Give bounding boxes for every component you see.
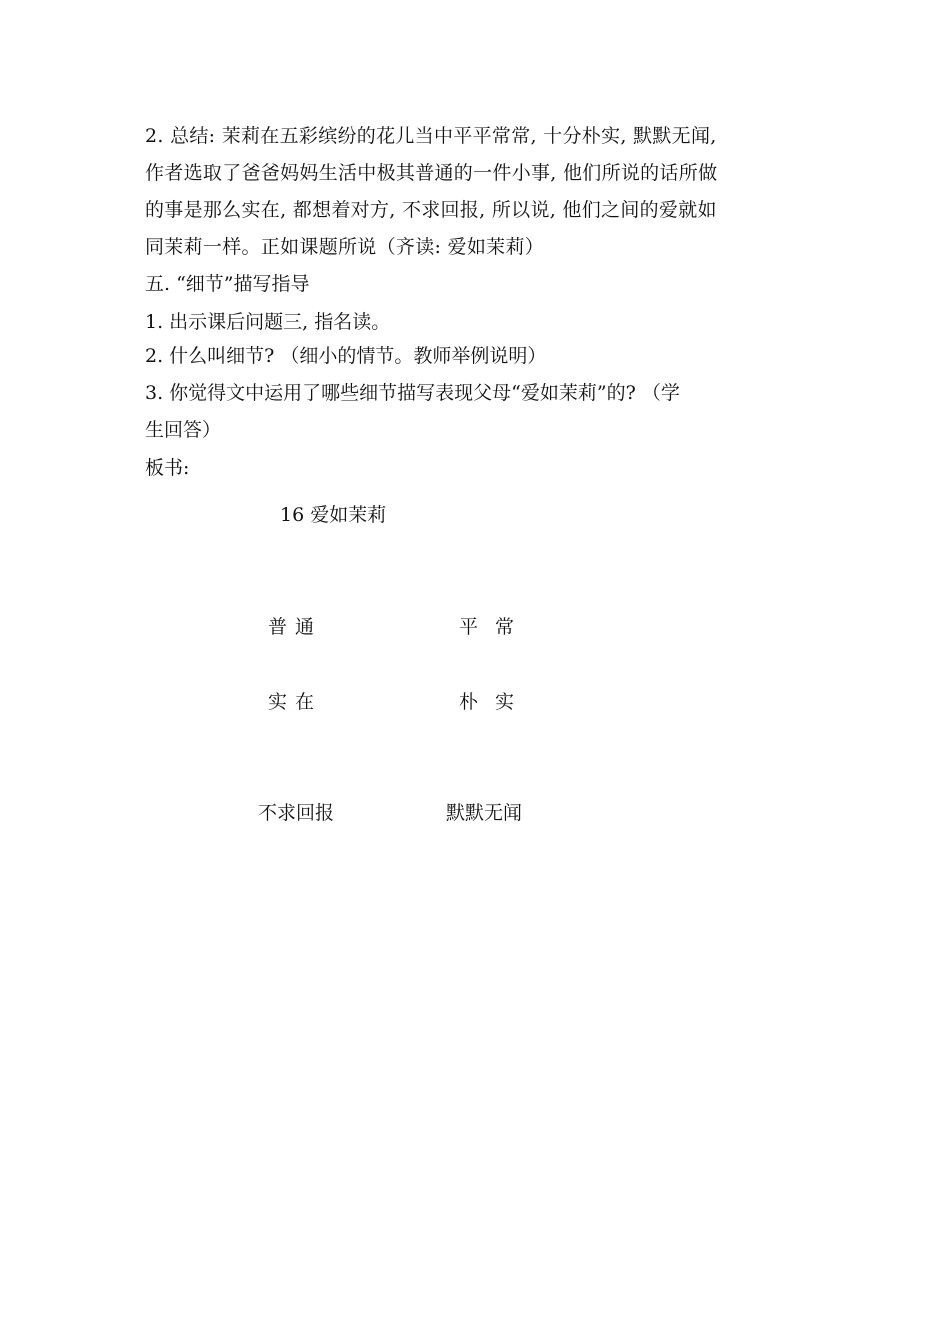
summary-line-4: 同茉莉一样。正如课题所说（齐读: 爱如茉莉） <box>145 236 545 258</box>
board-left-word-2: 实在 <box>268 691 323 713</box>
section-5-item-3-line-2: 生回答） <box>145 419 222 441</box>
board-left-word-1: 普通 <box>268 616 323 638</box>
board-right-word-3: 默默无闻 <box>446 802 523 824</box>
summary-line-3: 的事是那么实在, 都想着对方, 不求回报, 所以说, 他们之间的爱就如 <box>145 199 717 221</box>
section-5-heading: 五. “细节”描写指导 <box>145 273 310 295</box>
section-5-item-1: 1. 出示课后问题三, 指名读。 <box>145 311 391 333</box>
board-right-word-2: 朴实 <box>459 691 532 713</box>
section-5-item-2: 2. 什么叫细节? （细小的情节。教师举例说明） <box>145 345 547 367</box>
summary-line-2: 作者选取了爸爸妈妈生活中极其普通的一件小事, 他们所说的话所做 <box>145 162 718 184</box>
section-5-item-3-line-1: 3. 你觉得文中运用了哪些细节描写表现父母“爱如茉莉”的? （学 <box>145 382 680 404</box>
summary-paragraph <box>145 118 810 266</box>
board-label: 板书: <box>145 457 190 479</box>
board-left-word-3: 不求回报 <box>258 802 335 824</box>
board-title: 16 爱如茉莉 <box>280 504 387 526</box>
summary-line-1: 2. 总结: 茉莉在五彩缤纷的花儿当中平平常常, 十分朴实, 默默无闻, <box>145 125 717 147</box>
board-right-word-1: 平常 <box>459 616 532 638</box>
